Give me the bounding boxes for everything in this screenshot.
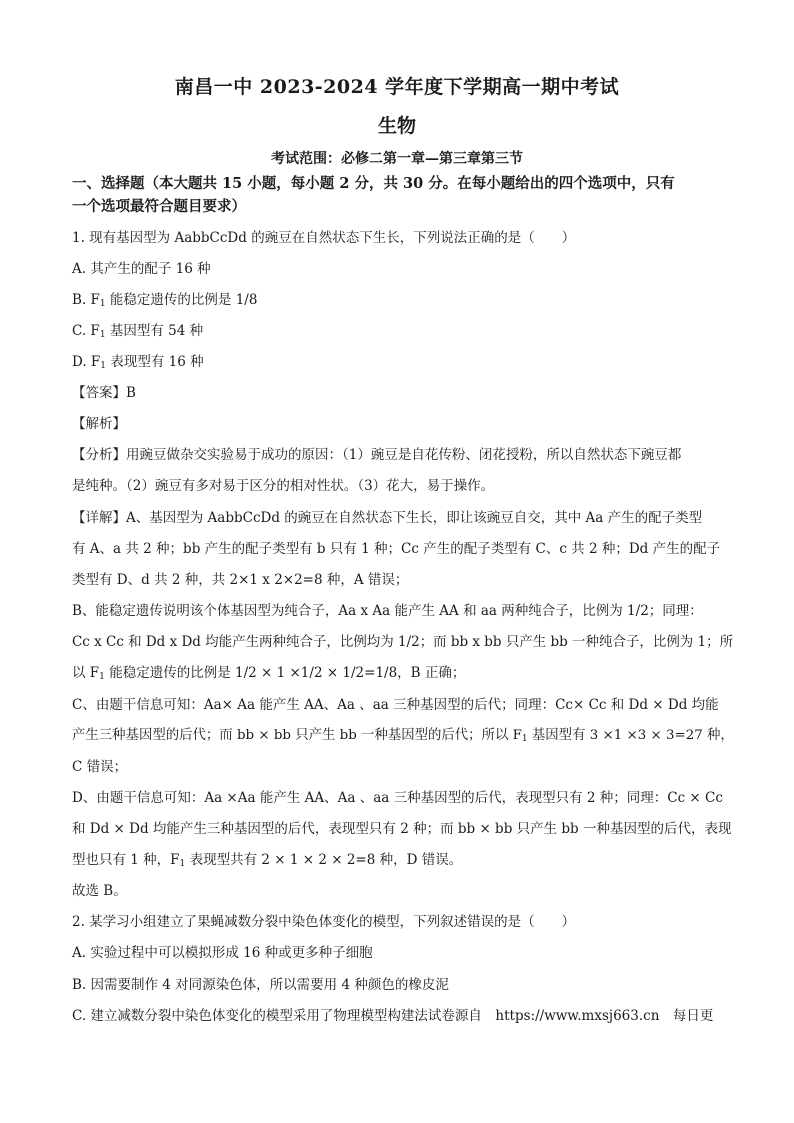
q1-option-c-pre: C. F [72, 323, 100, 339]
q1-option-c-post: 基因型有 54 种 [105, 323, 204, 339]
q2-stem: 2. 某学习小组建立了果蝇减数分裂中染色体变化的模型，下列叙述错误的是（ ） [72, 914, 576, 930]
q1-analysis-line2: 是纯种。（2）豌豆有多对易于区分的相对性状。（3）花大，易于操作。 [72, 478, 495, 494]
q1-option-c-sub: 1 [99, 330, 106, 340]
q1-detail-line6-pre: 以 F [72, 665, 100, 681]
q1-answer: 【答案】B [72, 385, 136, 401]
q1-detail-line8 [72, 724, 734, 744]
section-heading-line2: 一个选项最符合题目要求） [72, 198, 246, 215]
q1-detail-line4: B、能稳定遗传说明该个体基因型为纯合子，Aa x Aa 能产生 AA 和 aa 两种纯合子，比例为 1/2；同理： [72, 603, 703, 619]
q1-option-c [72, 319, 203, 340]
q1-detail-line8-post: 基因型有 3 ×1 ×3 × 3=27 种， [527, 728, 734, 743]
q1-detail-line12-pre: 型也只有 1 种，F [72, 852, 180, 868]
exam-title: 南昌一中 2023-2024 学年度下学期高一期中考试 [174, 76, 620, 98]
q1-option-d-post: 表现型有 16 种 [106, 354, 204, 370]
q1-detail-line7: C、由题干信息可知：Aa× Aa 能产生 AA、Aa 、aa 三种基因型的后代；同理：Cc× Cc 和 Dd × Dd 均能 [72, 697, 719, 713]
q1-option-b [72, 288, 257, 309]
section-heading-line1: 一、选择题（本大题共 15 小题，每小题 2 分，共 30 分。在每小题给出的四个选项中，只有 [72, 175, 675, 192]
q1-detail-line8-sub: 1 [521, 734, 528, 744]
q2-option-a: A. 实验过程中可以模拟形成 16 种或更多种子细胞 [72, 945, 373, 961]
q1-option-b-pre: B. F [72, 292, 100, 308]
q1-detail-line8-pre: 产生三种基因型的后代；而 bb × bb 只产生 bb 一种基因型的后代；所以 F [72, 728, 522, 743]
q1-detail-line3: 类型有 D、d 共 2 种，共 2×1 x 2×2=8 种，A 错误； [72, 572, 409, 588]
q1-detail-line6-sub: 1 [99, 672, 105, 682]
q1-analysis-line1: 【分析】用豌豆做杂交实验易于成功的原因：（1）豌豆是自花传粉、闭花授粉，所以自然状态下豌豆都 [72, 447, 682, 463]
q1-detail-line6 [72, 661, 465, 682]
q2-option-b: B. 因需要制作 4 对同源染色体，所以需要用 4 种颜色的橡皮泥 [72, 977, 449, 993]
exam-subject: 生物 [377, 115, 416, 137]
q1-detail-line12-sub: 1 [179, 859, 186, 869]
q1-option-b-post: 能稳定遗传的比例是 1/8 [105, 292, 258, 308]
q1-detail-line10: D、由题干信息可知：Aa ×Aa 能产生 AA、Aa 、aa 三种基因型的后代，表现型只有 2 种；同理：Cc × Cc [72, 790, 723, 806]
q1-detail-line11: 和 Dd × Dd 均能产生三种基因型的后代，表现型只有 2 种；而 bb × bb 只产生 bb 一种基因型的后代，表现 [72, 821, 732, 837]
q1-detail-line12 [72, 848, 462, 869]
q1-option-d-pre: D. F [72, 354, 101, 370]
q1-conclusion: 故选 B。 [72, 883, 127, 899]
q2-option-c: C. 建立减数分裂中染色体变化的模型采用了物理模型构建法试卷源自 https://www.mxsj663.cn 每日更 [72, 1008, 714, 1024]
q1-option-b-sub: 1 [99, 299, 106, 309]
q1-option-d-sub: 1 [100, 361, 107, 371]
q1-detail-line2: 有 A、a 共 2 种；bb 产生的配子类型有 b 只有 1 种；Cc 产生的配子类型有 C、c 共 2 种；Dd 产生的配子 [72, 541, 721, 557]
q1-detail-line1: 【详解】A、基因型为 AabbCcDd 的豌豆在自然状态下生长，即让该豌豆自交，其中 Aa 产生的配子类型 [72, 510, 703, 526]
q1-detail-line9: C 错误； [72, 759, 128, 775]
exam-scope: 考试范围：必修二第一章—第三章第三节 [271, 151, 523, 167]
q1-analysis-tag: 【解析】 [72, 416, 126, 432]
q1-detail-line5: Cc x Cc 和 Dd x Dd 均能产生两种纯合子，比例均为 1/2；而 bb x bb 只产生 bb 一种纯合子，比例为 1；所 [72, 634, 734, 650]
q1-option-a: A. 其产生的配子 16 种 [72, 261, 211, 277]
q1-detail-line12-post: 表现型共有 2 × 1 × 2 × 2=8 种，D 错误。 [185, 852, 463, 868]
q1-option-d [72, 350, 204, 371]
q1-detail-line6-post: 能稳定遗传的比例是 1/2 × 1 ×1/2 × 1/2=1/8，B 正确； [104, 665, 466, 681]
q1-stem: 1. 现有基因型为 AabbCcDd 的豌豆在自然状态下生长，下列说法正确的是（ ） [72, 230, 576, 246]
